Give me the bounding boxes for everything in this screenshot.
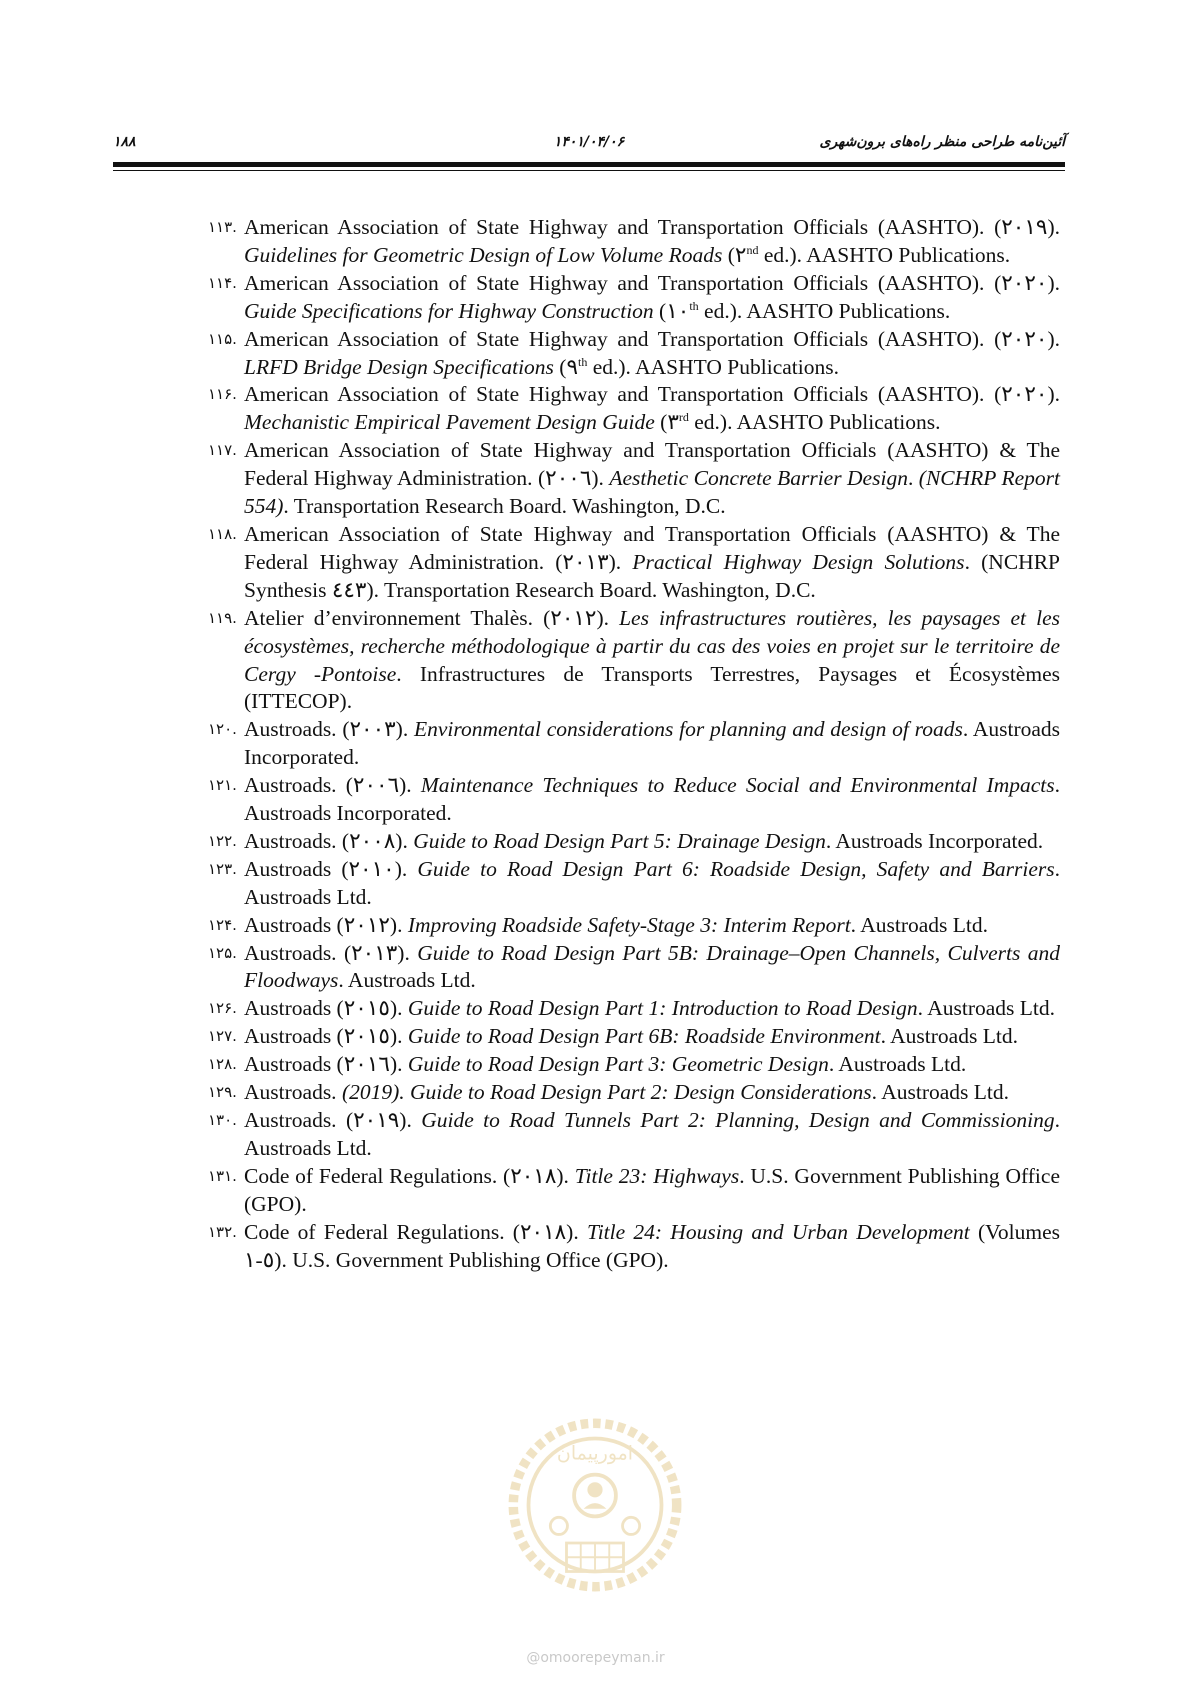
reference-authors: American Association of State Highway and Transportation Officials (AASHTO). (۲۰۱۹). xyxy=(244,215,1060,239)
reference-publisher: ed.). AASHTO Publications. xyxy=(587,354,839,379)
reference-number: ۱۱۴. xyxy=(208,273,237,292)
reference-authors: Austroads. (۲۰۱۳). xyxy=(244,940,418,965)
reference-authors: American Association of State Highway and Transportation Officials (AASHTO). (۲۰۲۰). xyxy=(244,382,1060,407)
reference-item xyxy=(208,1163,1060,1219)
reference-publisher: . Austroads Incorporated. xyxy=(244,773,1060,826)
reference-edition-suffix: th xyxy=(689,298,699,313)
reference-authors: Austroads (۲۰۱٥). xyxy=(244,996,408,1021)
reference-item xyxy=(208,1023,1060,1051)
reference-number: ۱۱۳. xyxy=(208,218,237,236)
reference-publisher: . Transportation Research Board. Washington, D.C. xyxy=(283,494,726,519)
reference-title: Mechanistic Empirical Pavement Design Guide xyxy=(244,410,655,435)
page-header xyxy=(113,130,1065,160)
header-date: ۱۴۰۱/۰۴/۰۶ xyxy=(553,134,625,150)
reference-authors: American Association of State Highway and Transportation Officials (AASHTO) & The Federal Highway Administration. (۲۰۰٦). xyxy=(244,438,1060,491)
reference-number: ۱۱۶. xyxy=(208,385,237,404)
reference-list xyxy=(208,214,1060,1274)
reference-title: Environmental considerations for planning and design of roads xyxy=(414,717,963,742)
reference-item xyxy=(208,521,1060,605)
reference-number: ۱۳۲. xyxy=(208,1222,237,1241)
watermark-url: @omoorepeyman.ir xyxy=(526,1650,665,1666)
reference-authors: American Association of State Highway and Transportation Officials (AASHTO). (۲۰۲۰). xyxy=(244,270,1060,295)
reference-text: . xyxy=(907,466,919,491)
reference-title: Title 24: Housing and Urban Development xyxy=(586,1219,970,1244)
reference-publisher: . Austroads Ltd. xyxy=(871,1080,1009,1105)
reference-item xyxy=(208,437,1060,521)
reference-item xyxy=(208,772,1060,828)
reference-title: Aesthetic Concrete Barrier Design xyxy=(609,466,908,491)
reference-edition-suffix: rd xyxy=(678,410,689,425)
reference-item xyxy=(208,381,1060,437)
reference-item xyxy=(208,940,1060,996)
reference-number: ۱۲۰. xyxy=(208,720,237,739)
reference-title: (2019). Guide to Road Design Part 2: Design Considerations xyxy=(341,1080,872,1105)
reference-authors: Austroads. (۲۰۱۹). xyxy=(244,1108,422,1132)
reference-publisher: . Austroads Ltd. xyxy=(917,996,1055,1021)
reference-item xyxy=(208,1079,1060,1107)
reference-title: Guidelines for Geometric Design of Low Volume Roads xyxy=(244,242,723,267)
reference-publisher: . Austroads Ltd. xyxy=(244,1108,1060,1160)
reference-number: ۱۳۰. xyxy=(208,1111,237,1129)
reference-title: LRFD Bridge Design Specifications xyxy=(244,354,554,379)
reference-authors: Austroads. (۲۰۰۳). xyxy=(244,717,414,742)
reference-text: (۱۰ xyxy=(653,298,690,323)
reference-title: Practical Highway Design Solutions xyxy=(632,549,965,574)
reference-item xyxy=(208,995,1060,1023)
reference-title: Les infrastructures routières, les paysages et les écosystèmes, recherche méthodologique à partir du cas des voies en projet sur le territoire de Cergy -Pontoise xyxy=(244,605,1060,686)
reference-number: ۱۲۳. xyxy=(208,859,237,878)
reference-authors: Austroads (۲۰۱۲). xyxy=(244,912,408,937)
reference-number: ۱۲۸. xyxy=(208,1055,237,1074)
reference-number: ۱۲۲. xyxy=(208,831,237,850)
reference-title: Improving Roadside Safety-Stage 3: Interim Report xyxy=(407,912,851,937)
reference-number: ۱۱۸. xyxy=(208,524,237,543)
reference-publisher: . Austroads Ltd. xyxy=(880,1024,1018,1049)
reference-number: ۱۱۵. xyxy=(208,329,237,348)
reference-authors: Code of Federal Regulations. (۲۰۱۸). xyxy=(244,1163,575,1188)
reference-authors: Austroads. (۲۰۰۸). xyxy=(244,828,414,853)
reference-item xyxy=(208,1219,1060,1275)
reference-title: Guide to Road Design Part 1: Introduction to Road Design xyxy=(407,996,918,1021)
reference-authors: Austroads. xyxy=(244,1080,342,1105)
document-title: آئین‌نامه طراحی منظر راه‌های برون‌شهری xyxy=(819,134,1065,150)
reference-title: Guide to Road Design Part 6B: Roadside Environment xyxy=(407,1024,881,1049)
reference-publisher: ed.). AASHTO Publications. xyxy=(698,298,951,323)
reference-title: Guide to Road Design Part 5B: Drainage–Open Channels, Culverts and Floodways xyxy=(244,940,1060,993)
reference-publisher: . Austroads Ltd. xyxy=(244,856,1060,909)
reference-number: ۱۳۱. xyxy=(208,1166,237,1185)
reference-item xyxy=(208,1107,1060,1163)
reference-number: ۱۲۹. xyxy=(208,1083,237,1102)
reference-item xyxy=(208,856,1060,912)
reference-item xyxy=(208,214,1060,270)
reference-text: (۹ xyxy=(553,354,579,379)
reference-item xyxy=(208,270,1060,326)
reference-number: ۱۲۷. xyxy=(208,1027,237,1046)
reference-publisher: . (NCHRP Synthesis ٤٤٣). Transportation Research Board. Washington, D.C. xyxy=(244,549,1060,602)
reference-title: Guide to Road Design Part 5: Drainage Design xyxy=(413,828,826,853)
reference-number: ۱۲۶. xyxy=(208,999,237,1018)
header-rule-thin xyxy=(113,170,1065,171)
reference-publisher: ed.). AASHTO Publications. xyxy=(688,410,941,435)
reference-item xyxy=(208,1051,1060,1079)
reference-edition-suffix: nd xyxy=(746,242,759,257)
reference-number: ۱۲۴. xyxy=(208,915,237,934)
reference-publisher: ed.). AASHTO Publications. xyxy=(758,242,1011,267)
reference-item xyxy=(208,828,1060,856)
reference-number: ۱۲۱. xyxy=(208,776,237,795)
reference-number: ۱۱۹. xyxy=(208,608,237,627)
reference-text: (۲ xyxy=(722,242,747,267)
reference-authors: Austroads (۲۰۱٥). xyxy=(244,1024,408,1049)
reference-item xyxy=(208,912,1060,940)
reference-title: Maintenance Techniques to Reduce Social and Environmental Impacts xyxy=(420,773,1055,798)
reference-text: (۳ xyxy=(654,410,679,435)
watermark-logo xyxy=(500,1410,690,1600)
reference-publisher: . Infrastructures de Transports Terrestres, Paysages et Écosystèmes (ITTECOP). xyxy=(244,661,1060,714)
reference-authors: Code of Federal Regulations. (۲۰۱۸). xyxy=(244,1219,587,1244)
reference-series: (NCHRP Report 554) xyxy=(244,466,1060,519)
reference-item xyxy=(208,326,1060,382)
reference-title: Guide Specifications for Highway Construction xyxy=(244,298,654,323)
header-rule-thick xyxy=(113,162,1065,167)
reference-authors: American Association of State Highway and Transportation Officials (AASHTO). (۲۰۲۰). xyxy=(244,326,1060,351)
reference-item xyxy=(208,716,1060,772)
reference-authors: Austroads (۲۰۱٦). xyxy=(244,1052,408,1077)
reference-authors: Austroads. (۲۰۰٦). xyxy=(244,773,421,798)
reference-authors: Atelier d’environnement Thalès. (۲۰۱۲). xyxy=(244,605,620,630)
reference-publisher: . Austroads Incorporated. xyxy=(244,717,1061,770)
reference-publisher: . Austroads Incorporated. xyxy=(825,828,1044,853)
reference-number: ۱۲۵. xyxy=(208,943,237,962)
reference-publisher: (Volumes ۱-٥). U.S. Government Publishing Office (GPO). xyxy=(244,1219,1060,1272)
page-number: ۱۸۸ xyxy=(113,134,136,150)
reference-publisher: . Austroads Ltd. xyxy=(828,1052,967,1077)
reference-edition-suffix: th xyxy=(578,354,588,369)
reference-item xyxy=(208,605,1060,717)
reference-publisher: . U.S. Government Publishing Office (GPO). xyxy=(244,1163,1060,1216)
reference-publisher: . Austroads Ltd. xyxy=(850,912,989,937)
reference-number: ۱۱۷. xyxy=(208,441,237,460)
reference-title: Guide to Road Design Part 6: Roadside Design, Safety and Barriers xyxy=(417,856,1055,881)
reference-title: Title 23: Highways xyxy=(574,1163,740,1188)
reference-title: Guide to Road Tunnels Part 2: Planning, Design and Commissioning xyxy=(421,1108,1055,1132)
reference-publisher: . Austroads Ltd. xyxy=(338,968,476,993)
watermark-logo-text: امورپیمان xyxy=(556,1442,634,1465)
reference-title: Guide to Road Design Part 3: Geometric Design xyxy=(407,1052,829,1077)
reference-authors: Austroads (۲۰۱۰). xyxy=(244,856,418,881)
reference-authors: American Association of State Highway and Transportation Officials (AASHTO) & The Federal Highway Administration. (۲۰۱۳). xyxy=(244,521,1060,574)
